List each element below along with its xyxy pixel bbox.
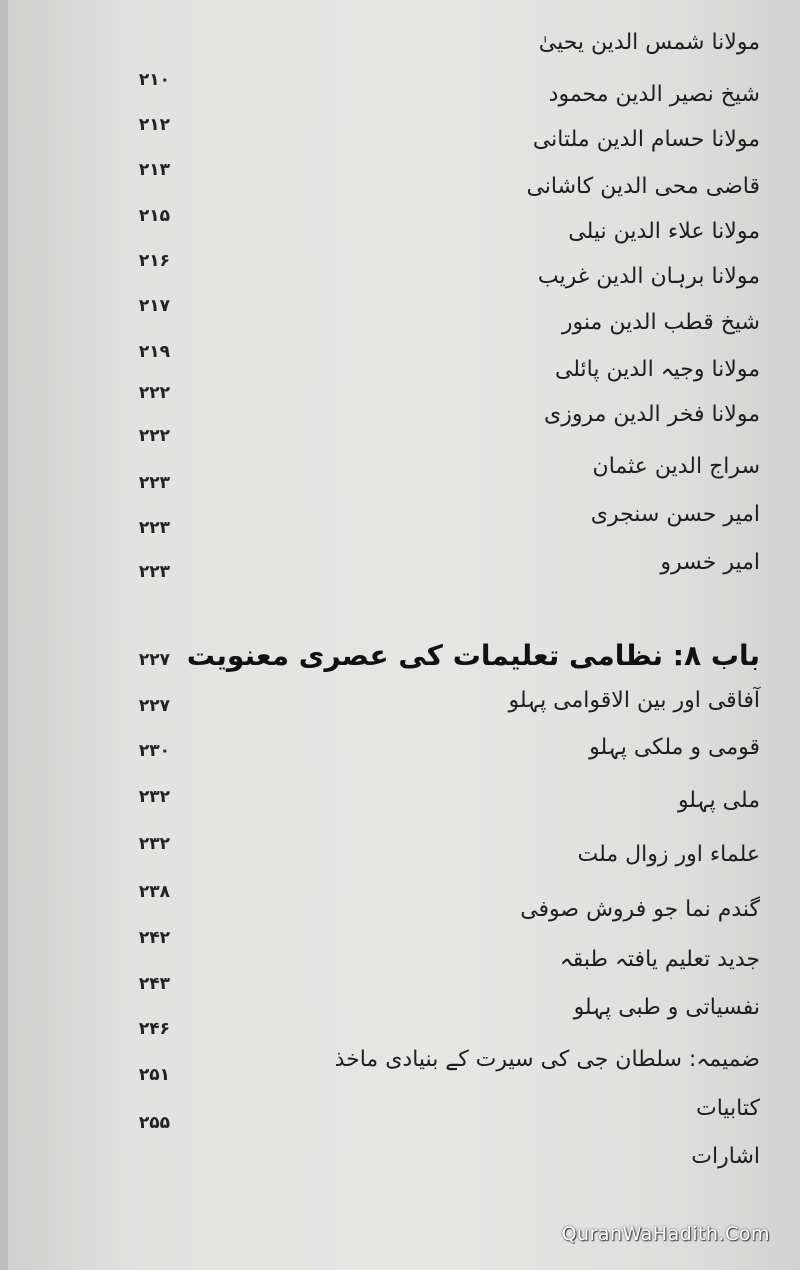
toc-entry-title: آفاقی اور بین الاقوامی پہلو: [508, 688, 760, 713]
toc-entry-title: مولانا شمس الدین یحییٰ: [538, 30, 760, 55]
toc-entry-title: مولانا فخر الدین مروزی: [544, 402, 760, 427]
toc-entry-page: ۲۴۶: [138, 1019, 170, 1039]
toc-entry-title: نفسیاتی و طبی پہلو: [573, 995, 760, 1020]
toc-entry-title: مولانا برہان الدین غریب: [537, 264, 760, 289]
toc-entry-title: گندم نما جو فروش صوفی: [520, 897, 760, 922]
toc-entry-title: کتابیات: [696, 1096, 760, 1121]
toc-entry-title: مولانا وجیہ الدین پائلی: [554, 357, 760, 382]
toc-entry-page: ۲۱۶: [138, 251, 170, 271]
toc-entry-title: ضمیمہ: سلطان جی کی سیرت کے بنیادی ماخذ: [334, 1047, 760, 1072]
toc-entry-title: شیخ قطب الدین منور: [561, 310, 760, 335]
toc-entry-page: ۲۱۰: [138, 70, 170, 90]
toc-entry-page: ۲۴۳: [138, 974, 170, 994]
chapter-page: ۲۲۷: [138, 650, 170, 670]
toc-entry-page: ۲۲۳: [138, 518, 170, 538]
toc-entry-title: قاضی محی الدین کاشانی: [526, 174, 760, 199]
toc-entry-title: شیخ نصیر الدین محمود: [548, 82, 760, 107]
toc-entry-title: ملی پہلو: [677, 788, 760, 813]
toc-entry-page: ۲۵۱: [138, 1065, 170, 1085]
toc-entry-page: ۲۲۲: [138, 426, 170, 446]
toc-entry-page: ۲۲۳: [138, 473, 170, 493]
toc-entry-title: جدید تعلیم یافتہ طبقہ: [559, 947, 760, 972]
toc-entry-page: ۲۳۲: [138, 787, 170, 807]
toc-entry-page: ۲۱۲: [138, 115, 170, 135]
toc-entry-title: قومی و ملکی پہلو: [589, 735, 760, 760]
chapter-heading: باب ۸: نظامی تعلیمات کی عصری معنویت: [186, 639, 760, 672]
toc-entry-page: ۲۳۸: [138, 882, 170, 902]
toc-entry-page: ۲۱۷: [138, 296, 170, 316]
toc-entry-title: علماء اور زوال ملت: [577, 842, 760, 867]
toc-entry-page: ۲۱۵: [138, 206, 170, 226]
site-watermark: QuranWaHadith.Com: [561, 1223, 770, 1245]
toc-entry-page: ۲۳۲: [138, 834, 170, 854]
toc-entry-page: ۲۵۵: [138, 1113, 170, 1133]
toc-entry-title: مولانا حسام الدین ملتانی: [532, 127, 760, 152]
toc-entry-title: اشارات: [691, 1144, 760, 1169]
toc-entry-title: سراج الدین عثمان: [592, 454, 760, 479]
toc-entry-title: امیر حسن سنجری: [590, 502, 760, 527]
toc-entry-page: ۲۱۹: [138, 342, 170, 362]
toc-entry-title: مولانا علاء الدین نیلی: [568, 219, 760, 244]
toc-entry-page: ۲۴۲: [138, 928, 170, 948]
toc-entry-title: امیر خسرو: [660, 550, 760, 575]
toc-entry-page: ۲۲۳: [138, 562, 170, 582]
toc-entry-page: ۲۱۳: [138, 160, 170, 180]
toc-entry-page: ۲۳۰: [138, 741, 170, 761]
toc-entry-page: ۲۲۲: [138, 383, 170, 403]
toc-entry-page: ۲۲۷: [138, 696, 170, 716]
